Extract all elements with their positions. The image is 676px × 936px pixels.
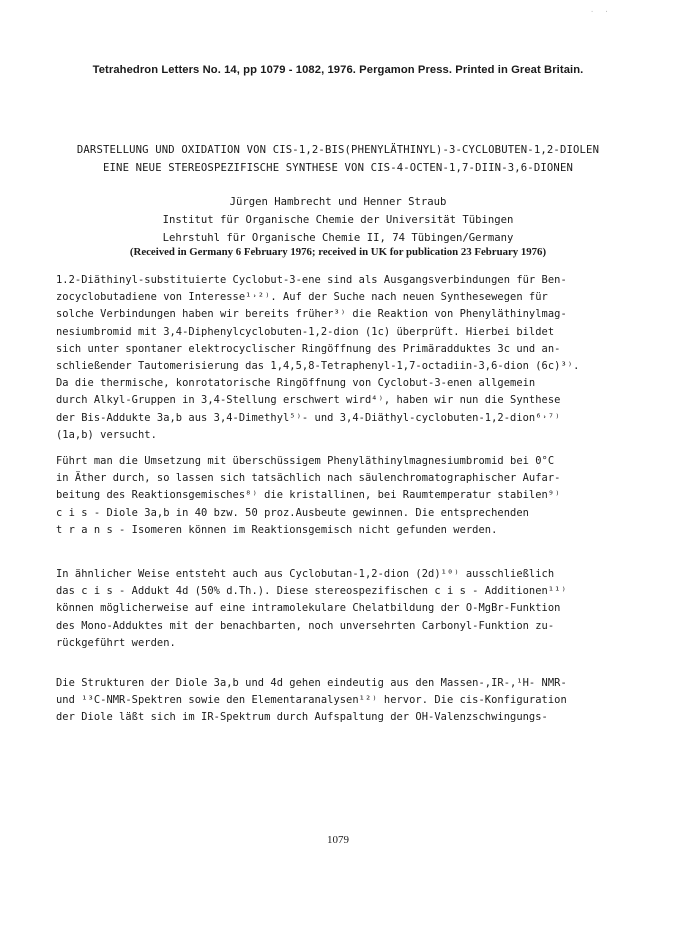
author-names: Jürgen Hambrecht und Henner Straub xyxy=(229,196,447,208)
body-line: zocyclobutadiene von Interesse¹˒²⁾. Auf der Suche nach neuen Synthesewegen für xyxy=(56,291,548,304)
paragraph-1 xyxy=(56,272,636,444)
scan-specks: · · xyxy=(590,8,612,16)
body-line: schließender Tautomerisierung das 1,4,5,8-Tetraphenyl-1,7-octadiin-3,6-dion (6c)³⁾. xyxy=(56,359,580,372)
title-line-2: EINE NEUE STEREOSPEZIFISCHE SYNTHESE VON CIS-4-OCTEN-1,7-DIIN-3,6-DIONEN xyxy=(102,162,573,174)
body-line: beitung des Reaktionsgemisches⁸⁾ die kristallinen, bei Raumtemperatur stabilen⁹⁾ xyxy=(56,489,561,502)
body-line: Die Strukturen der Diole 3a,b und 4d gehen eindeutig aus den Massen-,IR-,¹H- NMR- xyxy=(56,677,567,689)
body-line: nesiumbromid mit 3,4-Diphenylcyclobuten-1,2-dion (1c) überprüft. Hierbei bildet xyxy=(56,325,555,338)
body-line: rückgeführt werden. xyxy=(56,636,176,649)
body-line: c i s - Diole 3a,b in 40 bzw. 50 proz.Ausbeute gewinnen. Die entsprechenden xyxy=(56,506,529,519)
body-line: der Bis-Addukte 3a,b aus 3,4-Dimethyl⁵⁾- und 3,4-Diäthyl-cyclobuten-1,2-dion⁶˒⁷⁾ xyxy=(56,411,561,424)
page-number: 1079 xyxy=(327,834,349,846)
paragraph-2 xyxy=(56,453,636,539)
body-line: der Diole läßt sich im IR-Spektrum durch Aufspaltung der OH-Valenzschwingungs- xyxy=(56,711,548,724)
title-line-1: DARSTELLUNG UND OXIDATION VON CIS-1,2-BIS(PHENYLÄTHINYL)-3-CYCLOBUTEN-1,2-DIOLEN xyxy=(76,144,600,156)
paragraph-4 xyxy=(56,675,636,727)
affiliation-line-2: Lehrstuhl für Organische Chemie II, 74 Tübingen/Germany xyxy=(162,232,514,244)
body-line: des Mono-Adduktes mit der benachbarten, noch unversehrten Carbonyl-Funktion zu- xyxy=(56,619,555,632)
paragraph-3 xyxy=(56,566,636,652)
article-title xyxy=(0,141,676,177)
body-line: können möglicherweise auf eine intramolekulare Chelatbildung der O-MgBr-Funktion xyxy=(56,602,561,615)
body-line: Da die thermische, konrotatorische Ringöffnung von Cyclobut-3-enen allgemein xyxy=(56,377,536,390)
body-line: und ¹³C-NMR-Spektren sowie den Elementaranalysen¹²⁾ hervor. Die cis-Konfiguration xyxy=(56,694,567,707)
body-line: sich unter spontaner elektrocyclischer Ringöffnung des Primäradduktes 3c und an- xyxy=(56,342,561,355)
body-line: das c i s - Addukt 4d (50% d.Th.). Diese stereospezifischen c i s - Additionen¹¹⁾ xyxy=(56,585,567,598)
body-line: (1a,b) versucht. xyxy=(56,428,157,441)
journal-header: Tetrahedron Letters No. 14, pp 1079 - 1082, 1976. Pergamon Press. Printed in Great Britain. xyxy=(92,64,584,76)
body-line: solche Verbindungen haben wir bereits früher³⁾ die Reaktion von Phenyläthinylmag- xyxy=(56,308,567,321)
author-block xyxy=(0,193,676,247)
body-line: in Äther durch, so lassen sich tatsächlich nach säulenchromatographischer Aufar- xyxy=(56,472,561,485)
body-line: durch Alkyl-Gruppen in 3,4-Stellung erschwert wird⁴⁾, haben wir nun die Synthese xyxy=(56,394,561,407)
body-line: 1.2-Diäthinyl-substituierte Cyclobut-3-ene sind als Ausgangsverbindungen für Ben- xyxy=(56,274,567,286)
affiliation-line-1: Institut für Organische Chemie der Universität Tübingen xyxy=(162,214,514,226)
body-line: Führt man die Umsetzung mit überschüssigem Phenyläthinylmagnesiumbromid bei 0°C xyxy=(56,455,555,467)
body-line: t r a n s - Isomeren können im Reaktionsgemisch nicht gefunden werden. xyxy=(56,523,498,536)
received-dates: (Received in Germany 6 February 1976; received in UK for publication 23 February 1976) xyxy=(129,246,547,258)
body-line: In ähnlicher Weise entsteht auch aus Cyclobutan-1,2-dion (2d)¹⁰⁾ ausschließlich xyxy=(56,568,555,580)
